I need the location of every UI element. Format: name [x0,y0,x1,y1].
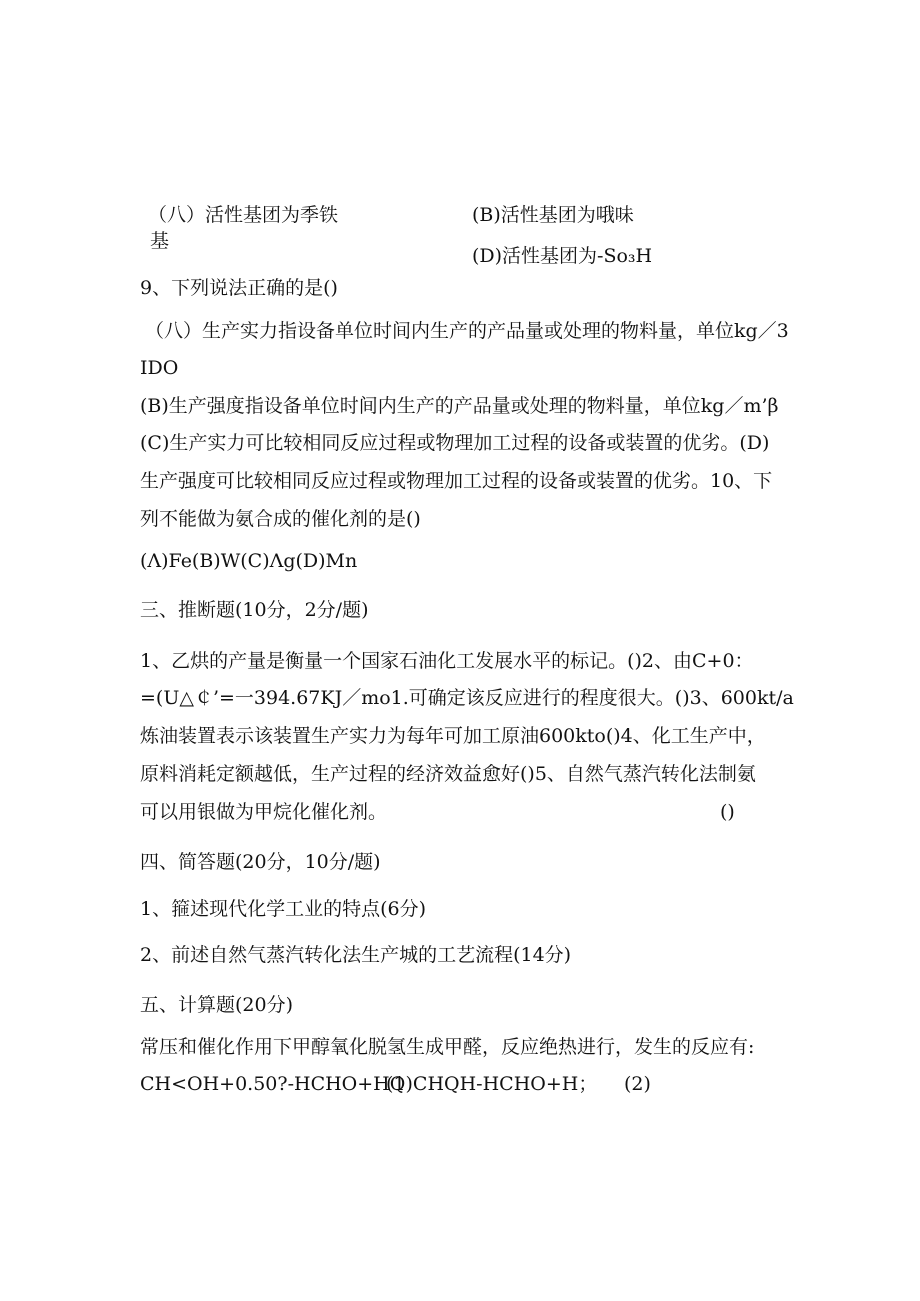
section4-q1: 1、箍述现代化学工业的特点(6分) [140,898,427,920]
q8-option-d: (D)活性基团为-So₃H [472,245,653,267]
section5-stem: 常压和催化作用下甲醇氧化脱氢生成甲醛，反应绝热进行，发生的反应有: [140,1036,755,1058]
section3-line3: 炼油装置表示该装置生产实力为每年可加工原油600kto()4、化工生产中， [140,725,766,747]
section5-eq1-num: (1)CHQH-HCHO+H； [386,1073,598,1095]
section3-line2: =(U△￠’=一394.67KJ／mo1.可确定该反应进行的程度很大。()3、600kt/a [140,687,794,709]
q9-option-a-line2: IDO [140,357,179,379]
q9-stem: 9、下列说法正确的是() [140,277,338,299]
q8-option-a-line1: （八）活性基团为季铁 [148,204,339,226]
section3-title: 三、推断题(10分，2分/题) [140,599,369,621]
section5-title: 五、计算题(20分) [140,994,294,1016]
q10-options: (Λ)Fe(B)W(C)Λg(D)Mn [140,550,358,572]
q9-option-b: (B)生产强度指设备单位时间内生产的产品量或处理的物料量，单位kg／m’β [140,395,779,417]
section5-eq2-num: (2) [624,1073,651,1095]
q8-option-b: (B)活性基团为哦味 [472,204,634,226]
section5-eq1: CH<OH+0.50?-HCHO+HQ [140,1073,406,1095]
q10-stem: 列不能做为氨合成的催化剂的是() [140,508,421,530]
section4-q2: 2、前述自然气蒸汽转化法生产城的工艺流程(14分) [140,944,572,966]
q9-option-c-line1: (C)生产实力可比较相同反应过程或物理加工过程的设备或装置的优劣。(D) [140,432,770,454]
q9-option-c-line2: 生产强度可比较相同反应过程或物理加工过程的设备或装置的优劣。10、下 [140,470,773,492]
section3-line4: 原料消耗定额越低，生产过程的经济效益愈好()5、自然气蒸汽转化法制氨 [140,763,756,785]
q8-option-a-line2: 基 [150,230,170,252]
section3-line1: 1、乙烘的产量是衡量一个国家石油化工发展水平的标记。()2、由C+0： [140,650,754,672]
section3-line5-paren: () [720,801,735,823]
q9-option-a-line1: （八）生产实力指设备单位时间内生产的产品量或处理的物料量，单位kg／3 [145,320,789,342]
section3-line5: 可以用银做为甲烷化催化剂。 [140,801,388,823]
section4-title: 四、简答题(20分，10分/题) [140,851,381,873]
